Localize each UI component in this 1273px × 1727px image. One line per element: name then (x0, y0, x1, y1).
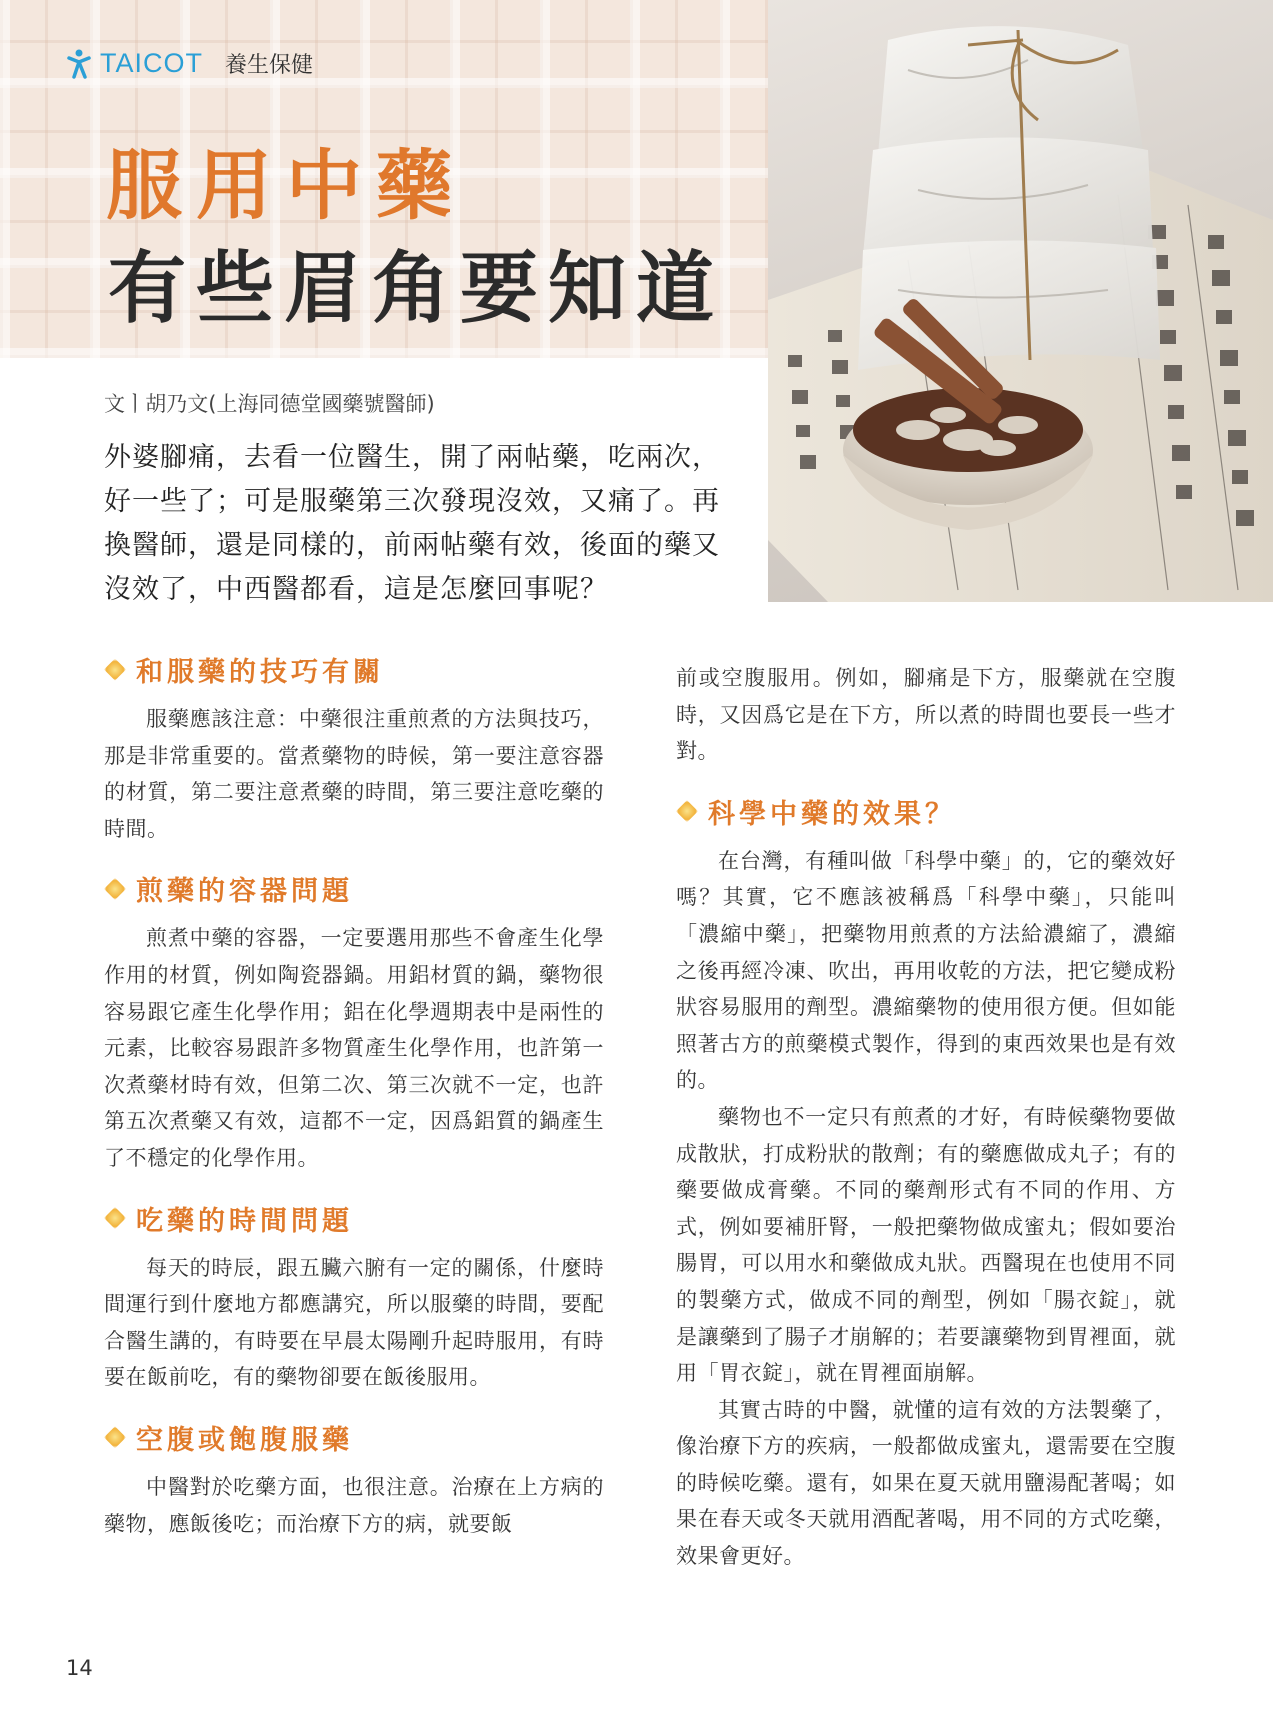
section (104, 869, 604, 1176)
section-heading (104, 650, 604, 689)
section (104, 650, 604, 847)
section (676, 792, 1176, 1575)
page-number: 14 (66, 1656, 93, 1680)
section-title: 科學中藥的效果？ (708, 798, 956, 830)
brand-name: TAICOT (100, 48, 203, 78)
herbal-medicine-photo (768, 0, 1273, 602)
section (104, 1418, 604, 1542)
paragraph-continuation: 前或空腹服用。例如，腳痛是下方，服藥就在空腹時，又因爲它是在下方，所以煮的時間也要長一些才對。 (676, 666, 1176, 764)
paragraph: 中醫對於吃藥方面，也很注意。治療在上方病的藥物，應飯後吃；而治療下方的病，就要飯 (104, 1474, 604, 1536)
diamond-bullet-icon (104, 1207, 126, 1229)
continuation (676, 660, 1176, 770)
section-title: 空腹或飽腹服藥 (136, 1424, 353, 1456)
photo-illustration (768, 0, 1273, 602)
section-title: 吃藥的時間問題 (136, 1205, 353, 1237)
title-line-1: 服用中藥 (106, 141, 466, 230)
diamond-bullet-icon (676, 800, 698, 822)
byline: 文ㅣ胡乃文(上海同德堂國藥號醫師) (104, 392, 435, 416)
paragraph: 在台灣，有種叫做「科學中藥」的，它的藥效好嗎？其實，它不應該被稱爲「科學中藥」，只能叫「濃縮中藥」，把藥物用煎煮的方法給濃縮了，濃縮之後再經冷凍、吹出，再用收乾的方法，把它變成粉狀容易服用的劑型。濃縮藥物的使用很方便。但如能照著古方的煎藥模式製作，得到的東西效果也是有效的。 (676, 848, 1176, 1093)
section-title: 煎藥的容器問題 (136, 876, 353, 908)
paragraph: 其實古時的中醫，就懂的這有效的方法製藥了，像治療下方的疾病，一般都做成蜜丸，還需要在空腹的時候吃藥。還有，如果在夏天就用鹽湯配著喝；如果在春天或冬天就用酒配著喝，用不同的方式吃藥，效果會更好。 (676, 1397, 1176, 1569)
paragraph: 藥物也不一定只有煎煮的才好，有時候藥物要做成散狀，打成粉狀的散劑；有的藥應做成丸子；有的藥要做成膏藥。不同的藥劑形式有不同的作用、方式，例如要補肝腎，一般把藥物做成蜜丸；假如要治腸胃，可以用水和藥做成丸狀。西醫現在也使用不同的製藥方式，做成不同的劑型，例如「腸衣錠」，就是讓藥到了腸子才崩解的；若要讓藥物到胃裡面，就用「胃衣錠」，就在胃裡面崩解。 (676, 1104, 1176, 1386)
taicot-logo-icon (66, 49, 92, 79)
right-column (676, 660, 1176, 1597)
section (104, 1199, 604, 1396)
section-label: 養生保健 (225, 53, 314, 78)
section-heading (104, 1418, 604, 1457)
section-heading (676, 792, 1176, 831)
section-heading (104, 869, 604, 908)
brand (66, 48, 313, 79)
paragraph: 服藥應該注意：中藥很注重煎煮的方法與技巧，那是非常重要的。當煮藥物的時候，第一要注意容器的材質，第二要注意煮藥的時間，第三要注意吃藥的時間。 (104, 707, 604, 841)
paragraph: 每天的時辰，跟五臟六腑有一定的關係，什麼時間運行到什麼地方都應講究，所以服藥的時間，要配合醫生講的，有時要在早晨太陽剛升起時服用，有時要在飯前吃，有的藥物卻要在飯後服用。 (104, 1255, 604, 1390)
intro-paragraph: 外婆腳痛，去看一位醫生，開了兩帖藥，吃兩次，好一些了；可是服藥第三次發現沒效，又痛了。再換醫師，還是同樣的，前兩帖藥有效，後面的藥又沒效了，中西醫都看，這是怎麼回事呢？ (104, 442, 720, 605)
section-heading (104, 1199, 604, 1238)
diamond-bullet-icon (104, 1426, 126, 1448)
left-column (104, 650, 604, 1564)
title-line-2: 有些眉角要知道 (108, 243, 725, 334)
paragraph: 煎煮中藥的容器，一定要選用那些不會產生化學作用的材質，例如陶瓷器鍋。用鋁材質的鍋，藥物很容易跟它產生化學作用；鋁在化學週期表中是兩性的元素，比較容易跟許多物質產生化學作用，也許第一次煮藥材時有效，但第二次、第三次就不一定，也許第五次煮藥又有效，這都不一定，因爲鋁質的鍋產生了不穩定的化學作用。 (104, 926, 604, 1170)
section-title: 和服藥的技巧有關 (136, 657, 384, 688)
diamond-bullet-icon (104, 878, 126, 900)
diamond-bullet-icon (104, 659, 126, 681)
